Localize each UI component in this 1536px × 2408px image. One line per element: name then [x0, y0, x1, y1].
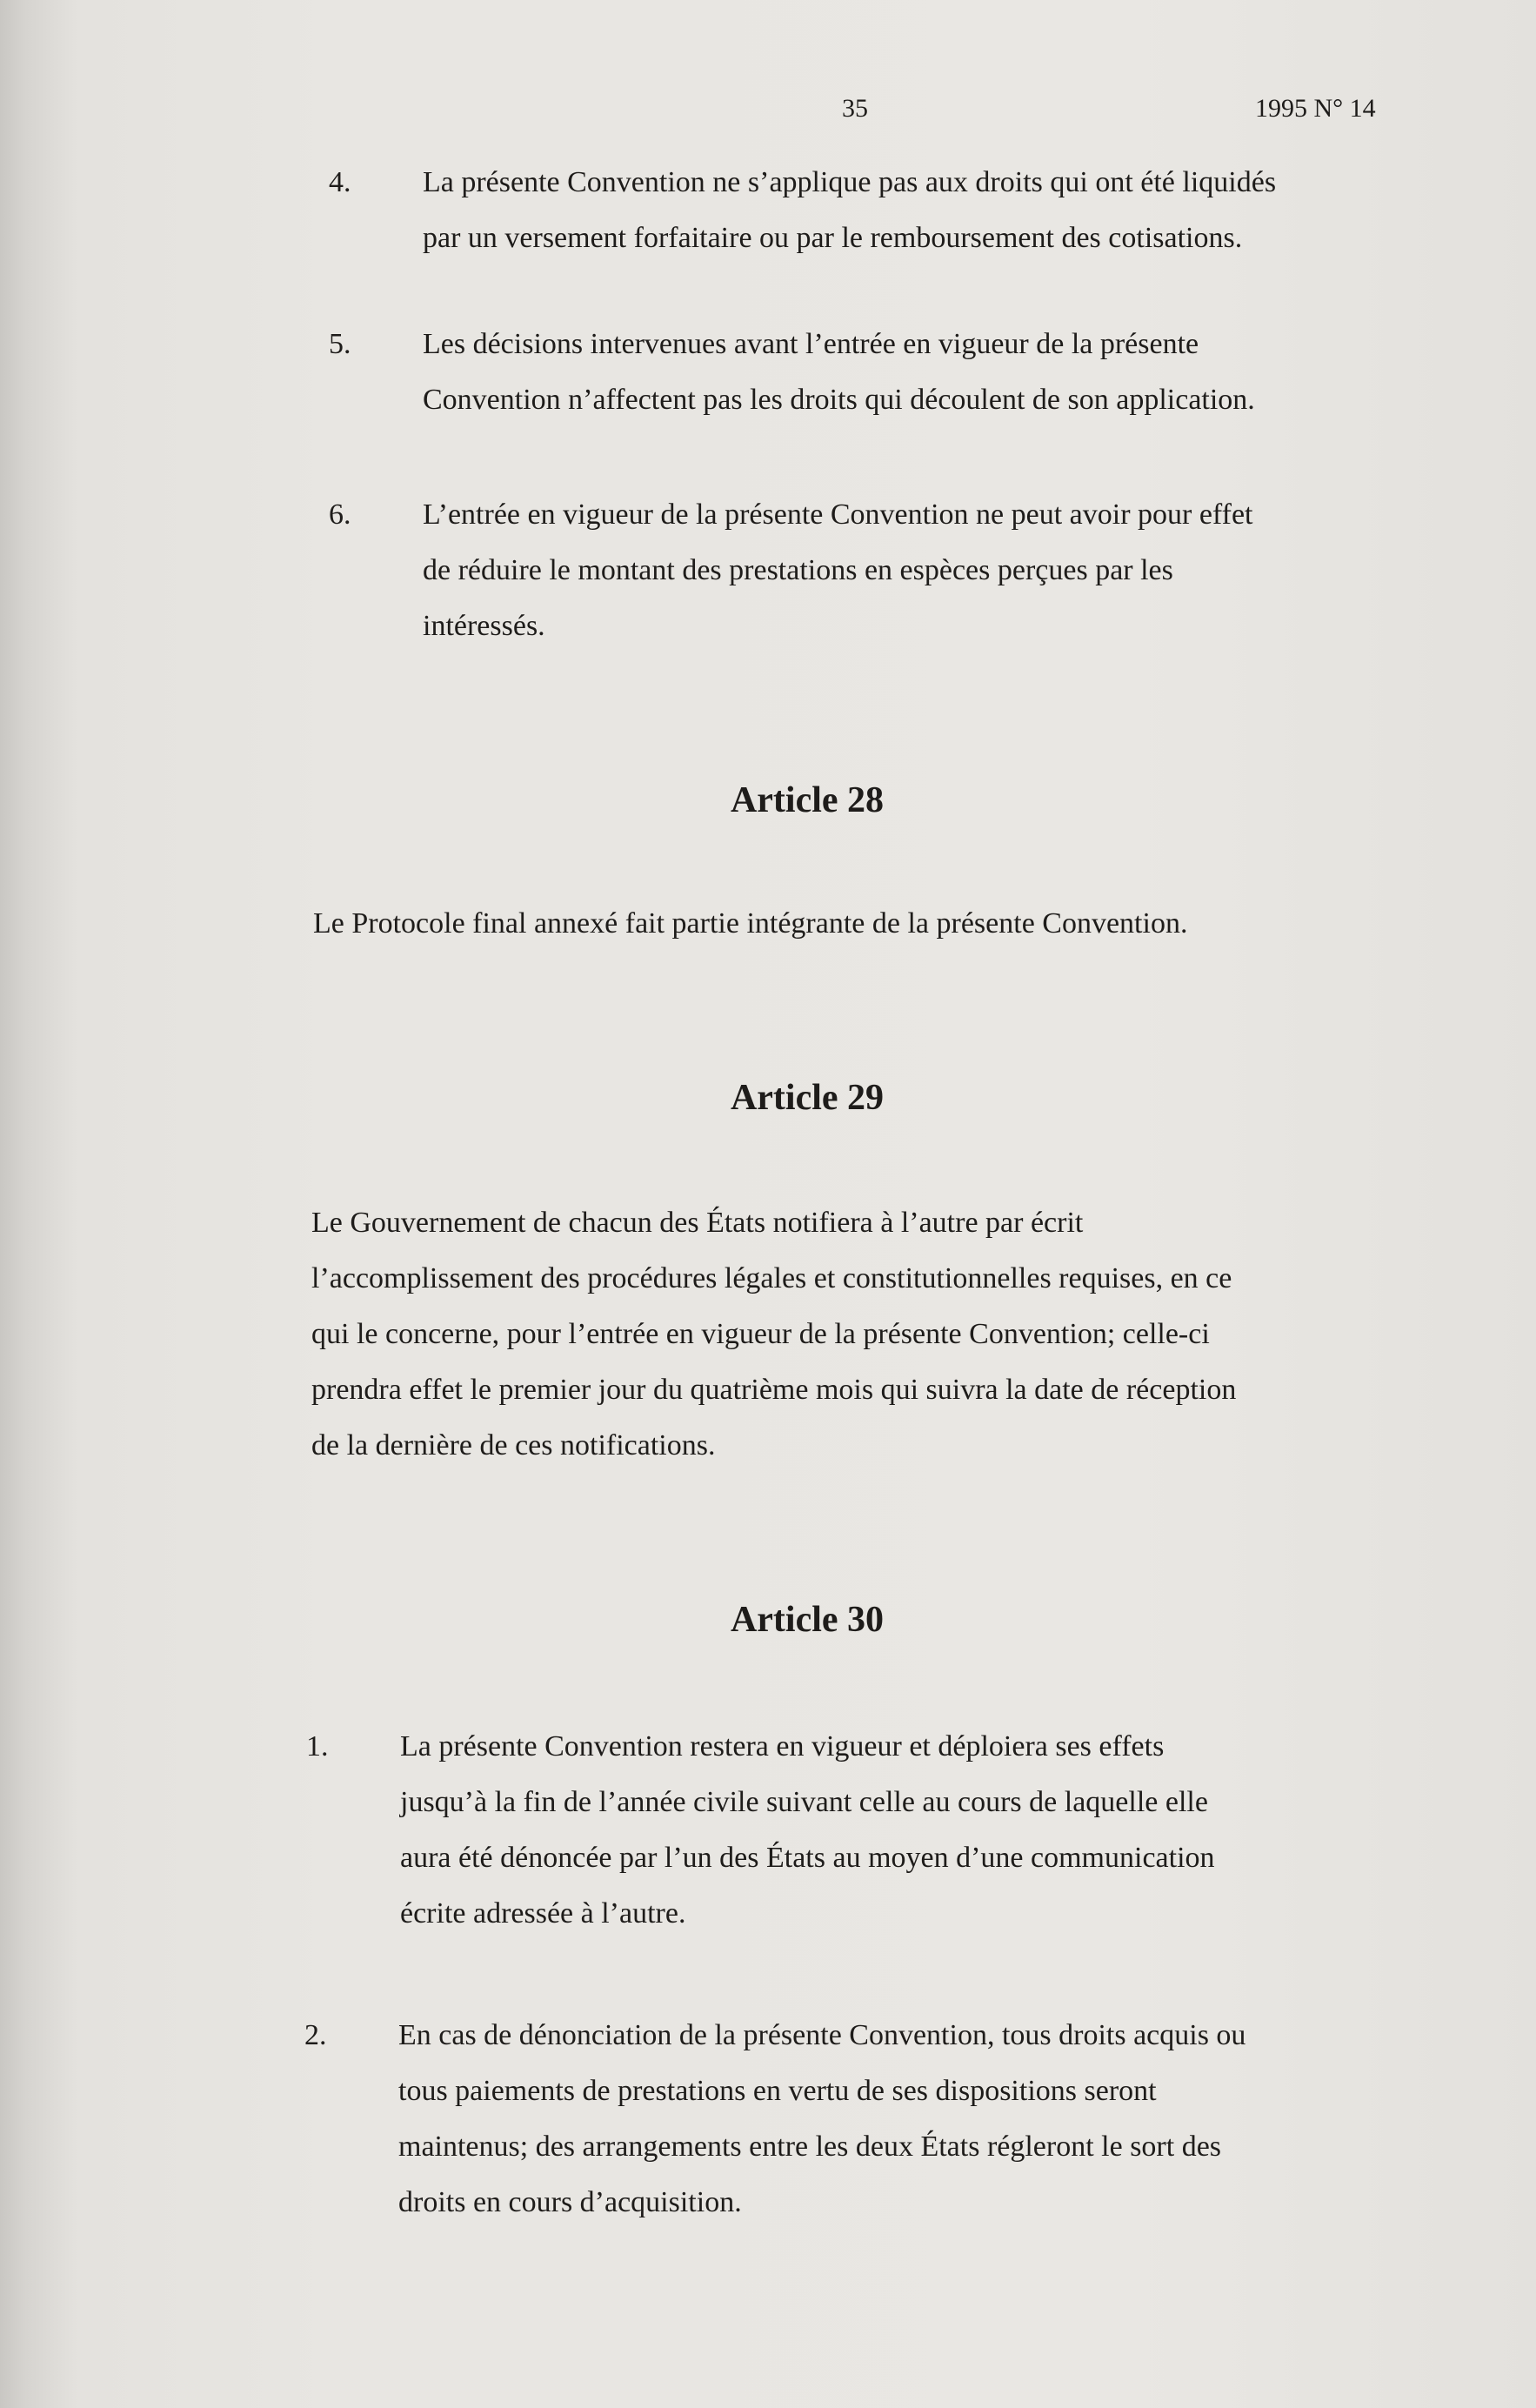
text-line: L’entrée en vigueur de la présente Convention ne peut avoir pour effet	[423, 498, 1253, 531]
article-30-heading: Article 30	[730, 1600, 885, 1640]
text-line: La présente Convention restera en vigueur et déploiera ses effets	[400, 1730, 1165, 1763]
text-line: La présente Convention ne s’applique pas aux droits qui ont été liquidés	[423, 166, 1277, 198]
item-text	[423, 317, 1466, 428]
article-29-text	[311, 1195, 1442, 1474]
article-28-heading: Article 28	[730, 780, 885, 820]
text-line: de la dernière de ces notifications.	[311, 1429, 716, 1462]
text-line: tous paiements de prestations en vertu de ses dispositions seront	[398, 2075, 1157, 2107]
text-line: par un versement forfaitaire ou par le remboursement des cotisations.	[423, 222, 1243, 254]
text-line: de réduire le montant des prestations en espèces perçues par les	[423, 554, 1173, 586]
text-line: aura été dénoncée par l’un des États au moyen d’une communication	[400, 1842, 1215, 1874]
item-number: 4.	[329, 166, 351, 198]
page-number: 35	[842, 94, 868, 123]
text-line: jusqu’à la fin de l’année civile suivant celle au cours de laquelle elle	[400, 1786, 1208, 1818]
document-reference: 1995 N° 14	[1255, 94, 1376, 123]
item-text	[423, 487, 1466, 654]
item-text	[423, 155, 1466, 266]
text-line: Les décisions intervenues avant l’entrée en vigueur de la présente	[423, 328, 1199, 360]
text-line: l’accomplissement des procédures légales et constitutionnelles requises, en ce	[311, 1262, 1232, 1294]
text-line: écrite adressée à l’autre.	[400, 1897, 686, 1930]
article-28-text: Le Protocole final annexé fait partie intégrante de la présente Convention.	[313, 907, 1188, 940]
item-text	[398, 2008, 1442, 2231]
text-line: Convention n’affectent pas les droits qui découlent de son application.	[423, 384, 1255, 416]
text-line: prendra effet le premier jour du quatrième mois qui suivra la date de réception	[311, 1374, 1237, 1406]
text-line: Le Gouvernement de chacun des États notifiera à l’autre par écrit	[311, 1207, 1084, 1239]
text-line: droits en cours d’acquisition.	[398, 2186, 742, 2218]
item-number: 6.	[329, 498, 351, 531]
item-number: 1.	[306, 1730, 329, 1763]
text-line: maintenus; des arrangements entre les deux États régleront le sort des	[398, 2130, 1222, 2163]
article-29-heading: Article 29	[730, 1078, 885, 1118]
text-line: En cas de dénonciation de la présente Convention, tous droits acquis ou	[398, 2019, 1246, 2051]
item-text	[400, 1719, 1444, 1942]
text-line: intéressés.	[423, 610, 545, 642]
item-number: 5.	[329, 328, 351, 360]
text-line: qui le concerne, pour l’entrée en vigueur de la présente Convention; celle-ci	[311, 1318, 1210, 1350]
item-number: 2.	[304, 2019, 327, 2051]
